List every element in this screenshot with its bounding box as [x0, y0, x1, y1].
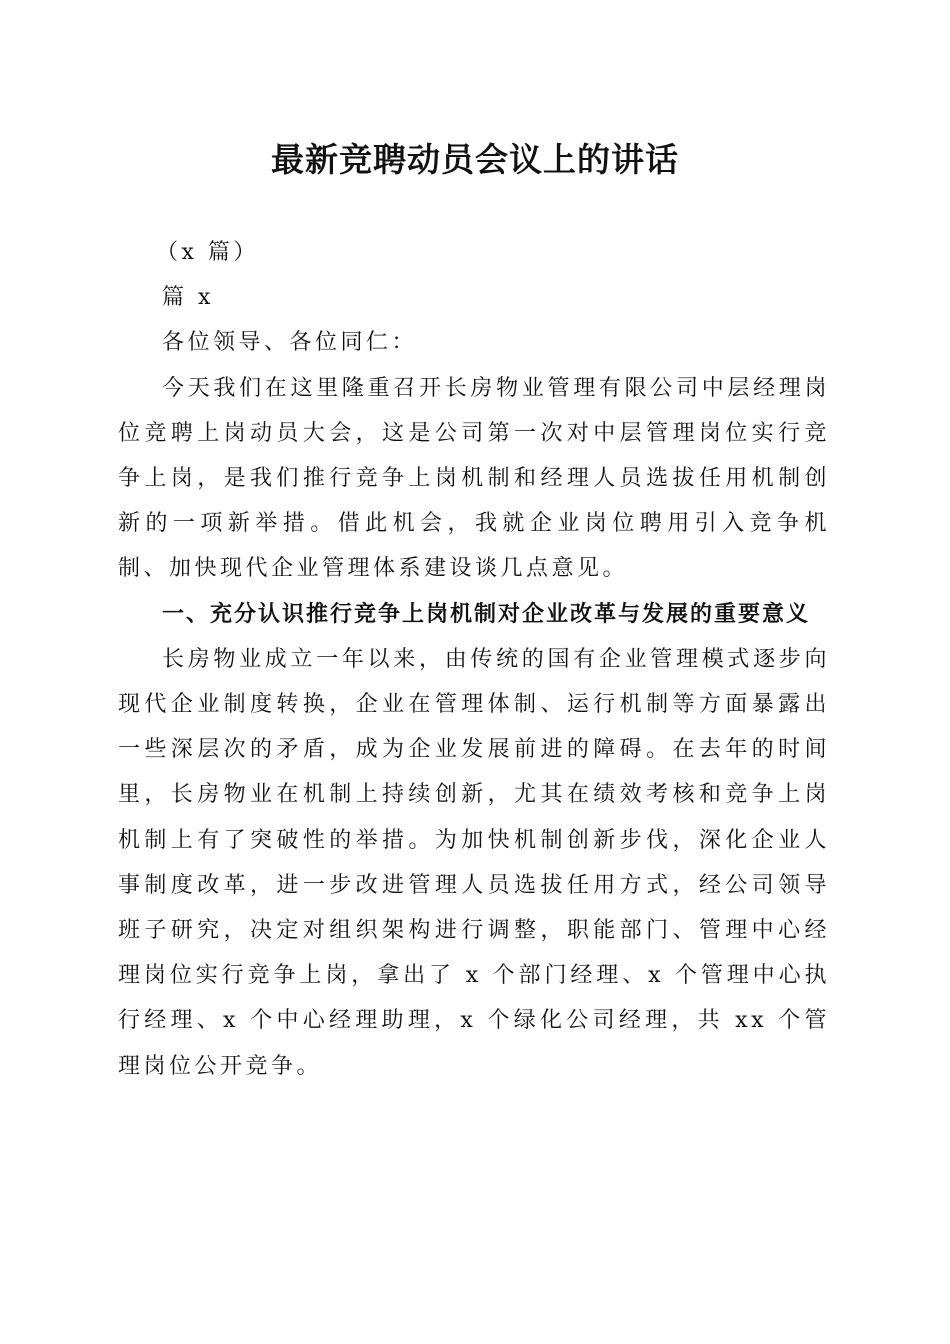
document-title: 最新竞聘动员会议上的讲话 — [271, 140, 679, 179]
section-label: 篇 x — [162, 285, 214, 311]
document-body — [118, 230, 830, 1089]
paragraph-background: 长房物业成立一年以来，由传统的国有企业管理模式逐步向现代企业制度转换，企业在管理体制、运行机制等方面暴露出一些深层次的矛盾，成为企业发展前进的障碍。在去年的时间里，长房物业在机制上持续创新，尤其在绩效考核和竞争上岗机制上有了突破性的举措。为加快机制创新步伐，深化企业人事制度改革，进一步改进管理人员选拔任用方式，经公司领导班子研究，决定对组织架构进行调整，职能部门、管理中心经理岗位实行竞争上岗，拿出了 x 个部门经理、x 个管理中心执行经理、x 个中心经理助理，x 个绿化公司经理，共 xx 个管理岗位公开竞争。 — [118, 646, 830, 1079]
count-note: （x 篇） — [156, 240, 259, 265]
salutation: 各位领导、各位同仁： — [162, 330, 418, 356]
paragraph-intro: 今天我们在这里隆重召开长房物业管理有限公司中层经理岗位竞聘上岗动员大会，这是公司第一次对中层管理岗位实行竞争上岗，是我们推行竞争上岗机制和经理人员选拔任用机制创新的一项新举措。借此机会，我就企业岗位聘用引入竞争机制、加快现代企业管理体系建设谈几点意见。 — [118, 375, 830, 582]
section-heading-1: 一、充分认识推行竞争上岗机制对企业改革与发展的重要意义 — [162, 601, 811, 627]
